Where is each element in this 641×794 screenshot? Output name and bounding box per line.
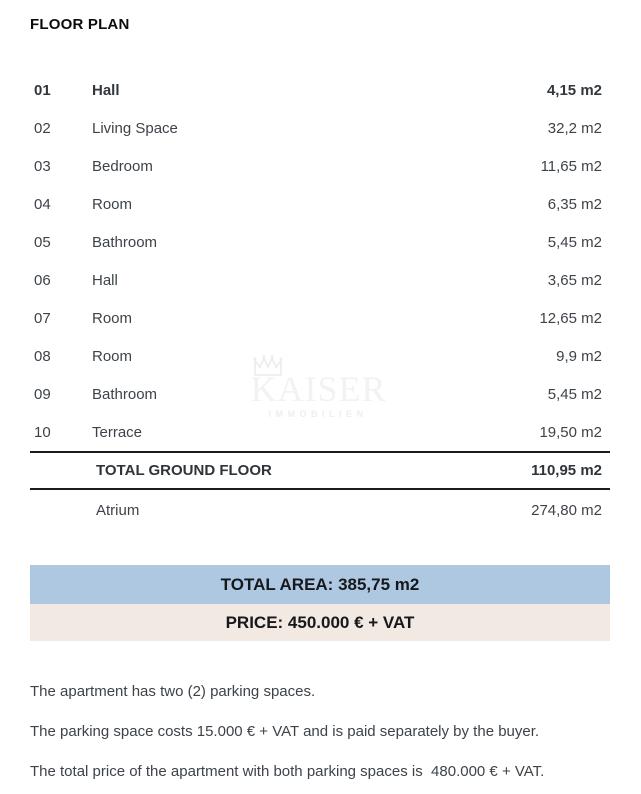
watermark-subtitle-text: IMMOBILIEN	[268, 409, 368, 419]
watermark-brand-text: KAISER	[250, 369, 387, 409]
row-number: 08	[34, 347, 51, 365]
total-area-banner	[30, 565, 610, 604]
room-area: 12,65 m2	[539, 309, 602, 327]
room-name: Room	[92, 195, 133, 213]
total-area-banner-label: TOTAL AREA: 385,75 m2	[220, 574, 420, 594]
table-row	[30, 261, 610, 299]
atrium-row	[30, 490, 610, 530]
room-area: 19,50 m2	[539, 423, 602, 441]
room-name: Living Space	[92, 119, 178, 137]
room-area: 5,45 m2	[547, 385, 602, 403]
table-row	[30, 337, 610, 375]
row-number: 01	[34, 81, 51, 99]
room-name: Hall	[92, 271, 118, 289]
row-number: 02	[34, 119, 51, 137]
total-area-value: 110,95 m2	[531, 462, 602, 479]
room-name: Hall	[92, 81, 120, 99]
room-area: 6,35 m2	[547, 195, 602, 213]
room-area: 32,2 m2	[547, 119, 602, 137]
table-row	[30, 109, 610, 147]
table-row	[30, 223, 610, 261]
row-number: 10	[34, 423, 51, 441]
table-row	[30, 147, 610, 185]
room-name: Bathroom	[92, 385, 158, 403]
table-row	[30, 71, 610, 109]
room-name: Room	[92, 309, 133, 327]
room-name: Bathroom	[92, 233, 158, 251]
page-title: FLOOR PLAN	[30, 16, 130, 33]
note-parking-count: The apartment has two (2) parking spaces.	[30, 683, 316, 700]
row-number: 03	[34, 157, 51, 175]
room-area: 4,15 m2	[546, 81, 602, 99]
room-name: Bedroom	[92, 157, 153, 175]
room-area: 5,45 m2	[547, 233, 602, 251]
table-row	[30, 413, 610, 451]
note-parking-cost: The parking space costs 15.000 € + VAT and is paid separately by the buyer.	[30, 723, 540, 740]
atrium-area-value: 274,80 m2	[531, 501, 602, 519]
row-number: 07	[34, 309, 51, 327]
room-name: Terrace	[92, 423, 143, 441]
table-row	[30, 185, 610, 223]
room-area: 11,65 m2	[540, 157, 602, 175]
room-area: 9,9 m2	[556, 347, 602, 365]
room-area: 3,65 m2	[547, 271, 602, 289]
total-ground-floor-row	[30, 451, 610, 490]
price-banner	[30, 604, 610, 641]
room-name: Room	[92, 347, 133, 365]
row-number: 09	[34, 385, 51, 403]
price-banner-label: PRICE: 450.000 € + VAT	[225, 612, 415, 632]
total-label: TOTAL GROUND FLOOR	[96, 462, 272, 479]
atrium-label: Atrium	[96, 501, 140, 519]
row-number: 06	[34, 271, 51, 289]
table-row	[30, 375, 610, 413]
notes-section	[30, 683, 610, 781]
row-number: 04	[34, 195, 51, 213]
note-total-price: The total price of the apartment with both parking spaces is 480.000 € + VAT.	[30, 763, 545, 780]
summary-banners	[30, 565, 610, 641]
floor-plan-table	[30, 71, 610, 530]
row-number: 05	[34, 233, 51, 251]
table-row	[30, 299, 610, 337]
